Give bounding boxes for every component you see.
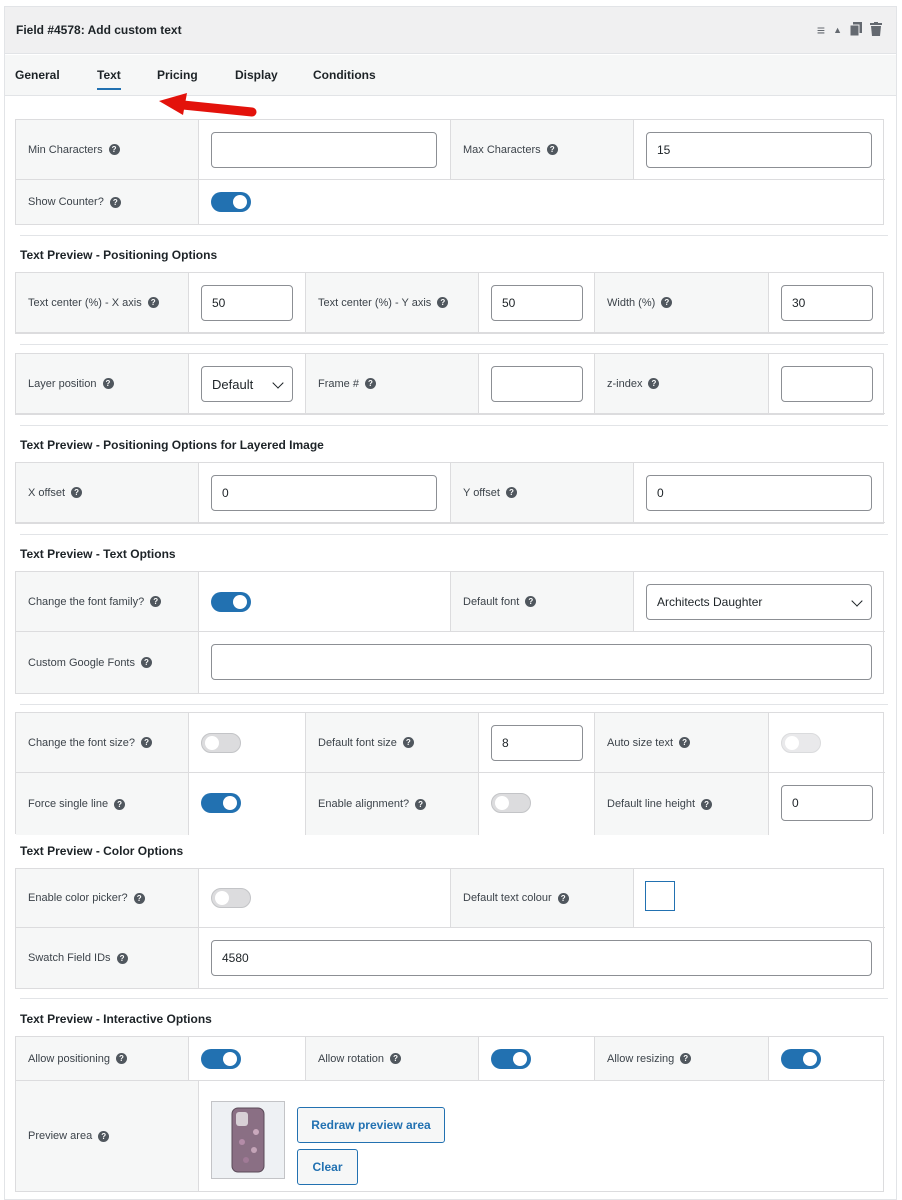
help-icon[interactable]: ? bbox=[141, 737, 152, 748]
auto-size-cell bbox=[595, 713, 769, 773]
min-chars-value-cell bbox=[199, 120, 451, 180]
help-icon[interactable]: ? bbox=[114, 799, 125, 810]
line-height-input[interactable]: 0 bbox=[781, 785, 873, 821]
help-icon[interactable]: ? bbox=[109, 144, 120, 155]
max-chars-label: Max Characters bbox=[463, 143, 541, 156]
min-chars-input[interactable] bbox=[211, 132, 437, 168]
allow-positioning-value-cell bbox=[189, 1037, 306, 1081]
help-icon[interactable]: ? bbox=[661, 297, 672, 308]
allow-positioning-label: Allow positioning bbox=[28, 1052, 110, 1065]
color-picker-toggle[interactable] bbox=[211, 888, 251, 908]
xoff-cell bbox=[16, 463, 199, 523]
chevron-down-icon bbox=[851, 595, 862, 606]
allow-rotation-toggle[interactable] bbox=[491, 1049, 531, 1069]
help-icon[interactable]: ? bbox=[71, 487, 82, 498]
preview-area-cell bbox=[16, 1081, 199, 1191]
xoff-label: X offset bbox=[28, 486, 66, 499]
panel-header bbox=[5, 7, 896, 54]
help-icon[interactable]: ? bbox=[558, 893, 569, 904]
tab-bar bbox=[5, 55, 896, 96]
zindex-label: z-index bbox=[607, 377, 643, 390]
swatch-ids-input[interactable]: 4580 bbox=[211, 940, 872, 976]
default-font-value: Architects Daughter bbox=[657, 595, 763, 609]
chevron-down-icon bbox=[272, 377, 283, 388]
help-icon[interactable]: ? bbox=[547, 144, 558, 155]
picker-cell bbox=[16, 869, 199, 928]
force-single-toggle[interactable] bbox=[201, 793, 241, 813]
auto-size-value-cell bbox=[769, 713, 885, 773]
min-chars-label: Min Characters bbox=[28, 143, 103, 156]
layered-title: Text Preview - Positioning Options for Layered Image bbox=[20, 438, 324, 452]
help-icon[interactable]: ? bbox=[648, 378, 659, 389]
width-input[interactable]: 30 bbox=[781, 285, 873, 321]
swatch-ids-cell bbox=[16, 928, 199, 988]
yoff-cell bbox=[451, 463, 634, 523]
help-icon[interactable]: ? bbox=[437, 297, 448, 308]
zindex-cell bbox=[595, 354, 769, 414]
allow-rotation-cell bbox=[306, 1037, 479, 1081]
change-size-toggle[interactable] bbox=[201, 733, 241, 753]
divider bbox=[20, 998, 888, 999]
allow-positioning-cell bbox=[16, 1037, 189, 1081]
line-height-label: Default line height bbox=[607, 798, 696, 810]
yoff-label: Y offset bbox=[463, 486, 500, 499]
phone-case-preview-icon bbox=[212, 1102, 286, 1180]
width-label: Width (%) bbox=[607, 296, 656, 309]
swatch-ids-label: Swatch Field IDs bbox=[28, 952, 111, 964]
tab-text[interactable]: Text bbox=[97, 68, 121, 82]
y-axis-input[interactable]: 50 bbox=[491, 285, 583, 321]
copy-icon[interactable] bbox=[850, 22, 862, 38]
text-colour-swatch[interactable] bbox=[645, 881, 675, 911]
tab-pricing[interactable]: Pricing bbox=[157, 68, 198, 82]
show-counter-toggle[interactable] bbox=[211, 192, 251, 212]
divider bbox=[20, 704, 888, 705]
allow-rotation-value-cell bbox=[479, 1037, 595, 1081]
font-family-grid bbox=[15, 571, 884, 694]
layer-label: Layer position bbox=[28, 377, 97, 390]
x-axis-input[interactable]: 50 bbox=[201, 285, 293, 321]
menu-icon[interactable]: ≡ bbox=[816, 22, 826, 38]
yoff-value-cell bbox=[634, 463, 885, 523]
tab-conditions[interactable]: Conditions bbox=[313, 68, 376, 82]
allow-rotation-label: Allow rotation bbox=[318, 1052, 385, 1065]
limits-grid bbox=[15, 119, 884, 225]
change-size-label: Change the font size? bbox=[28, 736, 136, 749]
divider bbox=[20, 425, 888, 426]
width-value-cell bbox=[769, 273, 885, 333]
text-colour-label: Default text colour bbox=[463, 892, 552, 904]
max-chars-cell bbox=[451, 120, 634, 180]
positioning-title: Text Preview - Positioning Options bbox=[20, 248, 218, 262]
allow-resizing-label: Allow resizing bbox=[607, 1052, 675, 1065]
default-size-cell bbox=[306, 713, 479, 773]
enable-align-cell bbox=[306, 773, 479, 835]
change-family-value-cell bbox=[199, 572, 451, 632]
help-icon[interactable]: ? bbox=[134, 893, 145, 904]
default-size-value-cell bbox=[479, 713, 595, 773]
help-icon[interactable]: ? bbox=[98, 1131, 109, 1142]
help-icon[interactable]: ? bbox=[148, 297, 159, 308]
divider bbox=[20, 235, 888, 236]
tab-general[interactable]: General bbox=[15, 68, 60, 82]
redraw-preview-button[interactable]: Redraw preview area bbox=[297, 1107, 445, 1143]
help-icon[interactable]: ? bbox=[701, 799, 712, 810]
zindex-input[interactable] bbox=[781, 366, 873, 402]
custom-fonts-input[interactable] bbox=[211, 644, 872, 680]
frame-cell bbox=[306, 354, 479, 414]
custom-fonts-cell bbox=[16, 632, 199, 693]
picker-value-cell bbox=[199, 869, 451, 928]
frame-input[interactable] bbox=[491, 366, 583, 402]
color-title: Text Preview - Color Options bbox=[20, 844, 184, 858]
change-family-toggle[interactable] bbox=[211, 592, 251, 612]
interactive-title: Text Preview - Interactive Options bbox=[20, 1012, 212, 1026]
width-cell bbox=[595, 273, 769, 333]
help-icon[interactable]: ? bbox=[141, 657, 152, 668]
enable-align-value-cell bbox=[479, 773, 595, 835]
help-icon[interactable]: ? bbox=[150, 596, 161, 607]
help-icon[interactable]: ? bbox=[403, 737, 414, 748]
show-counter-cell bbox=[16, 180, 199, 224]
allow-resizing-toggle[interactable] bbox=[781, 1049, 821, 1069]
trash-icon[interactable] bbox=[870, 22, 882, 38]
divider bbox=[20, 344, 888, 345]
max-chars-input[interactable]: 15 bbox=[646, 132, 872, 168]
default-font-cell bbox=[451, 572, 634, 632]
custom-fonts-label: Custom Google Fonts bbox=[28, 656, 135, 669]
help-icon[interactable]: ? bbox=[390, 1053, 401, 1064]
layer-select[interactable] bbox=[201, 366, 293, 402]
zindex-value-cell bbox=[769, 354, 885, 414]
help-icon[interactable]: ? bbox=[679, 737, 690, 748]
caret-up-icon[interactable]: ▲ bbox=[833, 25, 842, 35]
enable-align-label: Enable alignment? bbox=[318, 798, 410, 810]
help-icon[interactable]: ? bbox=[365, 378, 376, 389]
auto-size-toggle[interactable] bbox=[781, 733, 821, 753]
help-icon[interactable]: ? bbox=[506, 487, 517, 498]
x-axis-value-cell bbox=[189, 273, 306, 333]
tab-display[interactable]: Display bbox=[235, 68, 278, 82]
preview-area-label: Preview area bbox=[28, 1130, 93, 1142]
enable-align-toggle[interactable] bbox=[491, 793, 531, 813]
line-height-value-cell bbox=[769, 773, 885, 835]
help-icon[interactable]: ? bbox=[680, 1053, 691, 1064]
y-axis-label: Text center (%) - Y axis bbox=[318, 296, 432, 309]
y-axis-cell bbox=[306, 273, 479, 333]
field-panel bbox=[4, 6, 897, 1200]
help-icon[interactable]: ? bbox=[103, 378, 114, 389]
y-axis-value-cell bbox=[479, 273, 595, 333]
allow-resizing-cell bbox=[595, 1037, 769, 1081]
help-icon[interactable]: ? bbox=[110, 197, 121, 208]
auto-size-label: Auto size text bbox=[607, 736, 674, 749]
layer-grid bbox=[15, 353, 884, 415]
default-font-label: Default font bbox=[463, 595, 520, 608]
frame-value-cell bbox=[479, 354, 595, 414]
help-icon[interactable]: ? bbox=[525, 596, 536, 607]
force-single-label: Force single line bbox=[28, 798, 109, 810]
layer-value-cell bbox=[189, 354, 306, 414]
change-family-cell bbox=[16, 572, 199, 632]
help-icon[interactable]: ? bbox=[415, 799, 426, 810]
text-options-title: Text Preview - Text Options bbox=[20, 547, 176, 561]
min-chars-cell bbox=[16, 120, 199, 180]
text-colour-value-cell bbox=[634, 869, 885, 928]
show-counter-label: Show Counter? bbox=[28, 196, 104, 208]
default-font-value-cell bbox=[634, 572, 885, 632]
max-chars-value-cell bbox=[634, 120, 885, 180]
x-axis-cell bbox=[16, 273, 189, 333]
x-axis-label: Text center (%) - X axis bbox=[28, 296, 142, 309]
force-single-cell bbox=[16, 773, 189, 835]
positioning-grid bbox=[15, 272, 884, 334]
picker-label: Enable color picker? bbox=[28, 892, 128, 904]
yoff-input[interactable]: 0 bbox=[646, 475, 872, 511]
text-colour-cell bbox=[451, 869, 634, 928]
frame-label: Frame # bbox=[318, 377, 359, 390]
line-height-cell bbox=[595, 773, 769, 835]
interactive-grid bbox=[15, 1036, 884, 1192]
preview-thumbnail bbox=[211, 1101, 285, 1179]
help-icon[interactable]: ? bbox=[116, 1053, 127, 1064]
change-size-cell bbox=[16, 713, 189, 773]
divider bbox=[20, 534, 888, 535]
layered-grid bbox=[15, 462, 884, 524]
layer-cell bbox=[16, 354, 189, 414]
clear-button[interactable]: Clear bbox=[297, 1149, 358, 1185]
xoff-value-cell bbox=[199, 463, 451, 523]
default-size-label: Default font size bbox=[318, 736, 397, 749]
allow-resizing-value-cell bbox=[769, 1037, 885, 1081]
header-actions bbox=[817, 22, 882, 38]
change-family-label: Change the font family? bbox=[28, 595, 145, 608]
force-single-value-cell bbox=[189, 773, 306, 835]
font-size-grid bbox=[15, 712, 884, 834]
help-icon[interactable]: ? bbox=[117, 953, 128, 964]
panel-title: Field #4578: Add custom text bbox=[16, 23, 182, 37]
layer-select-value: Default bbox=[212, 376, 254, 392]
change-size-value-cell bbox=[189, 713, 306, 773]
color-grid bbox=[15, 868, 884, 989]
default-font-select[interactable] bbox=[646, 584, 872, 620]
allow-positioning-toggle[interactable] bbox=[201, 1049, 241, 1069]
default-size-input[interactable]: 8 bbox=[491, 725, 583, 761]
xoff-input[interactable]: 0 bbox=[211, 475, 437, 511]
